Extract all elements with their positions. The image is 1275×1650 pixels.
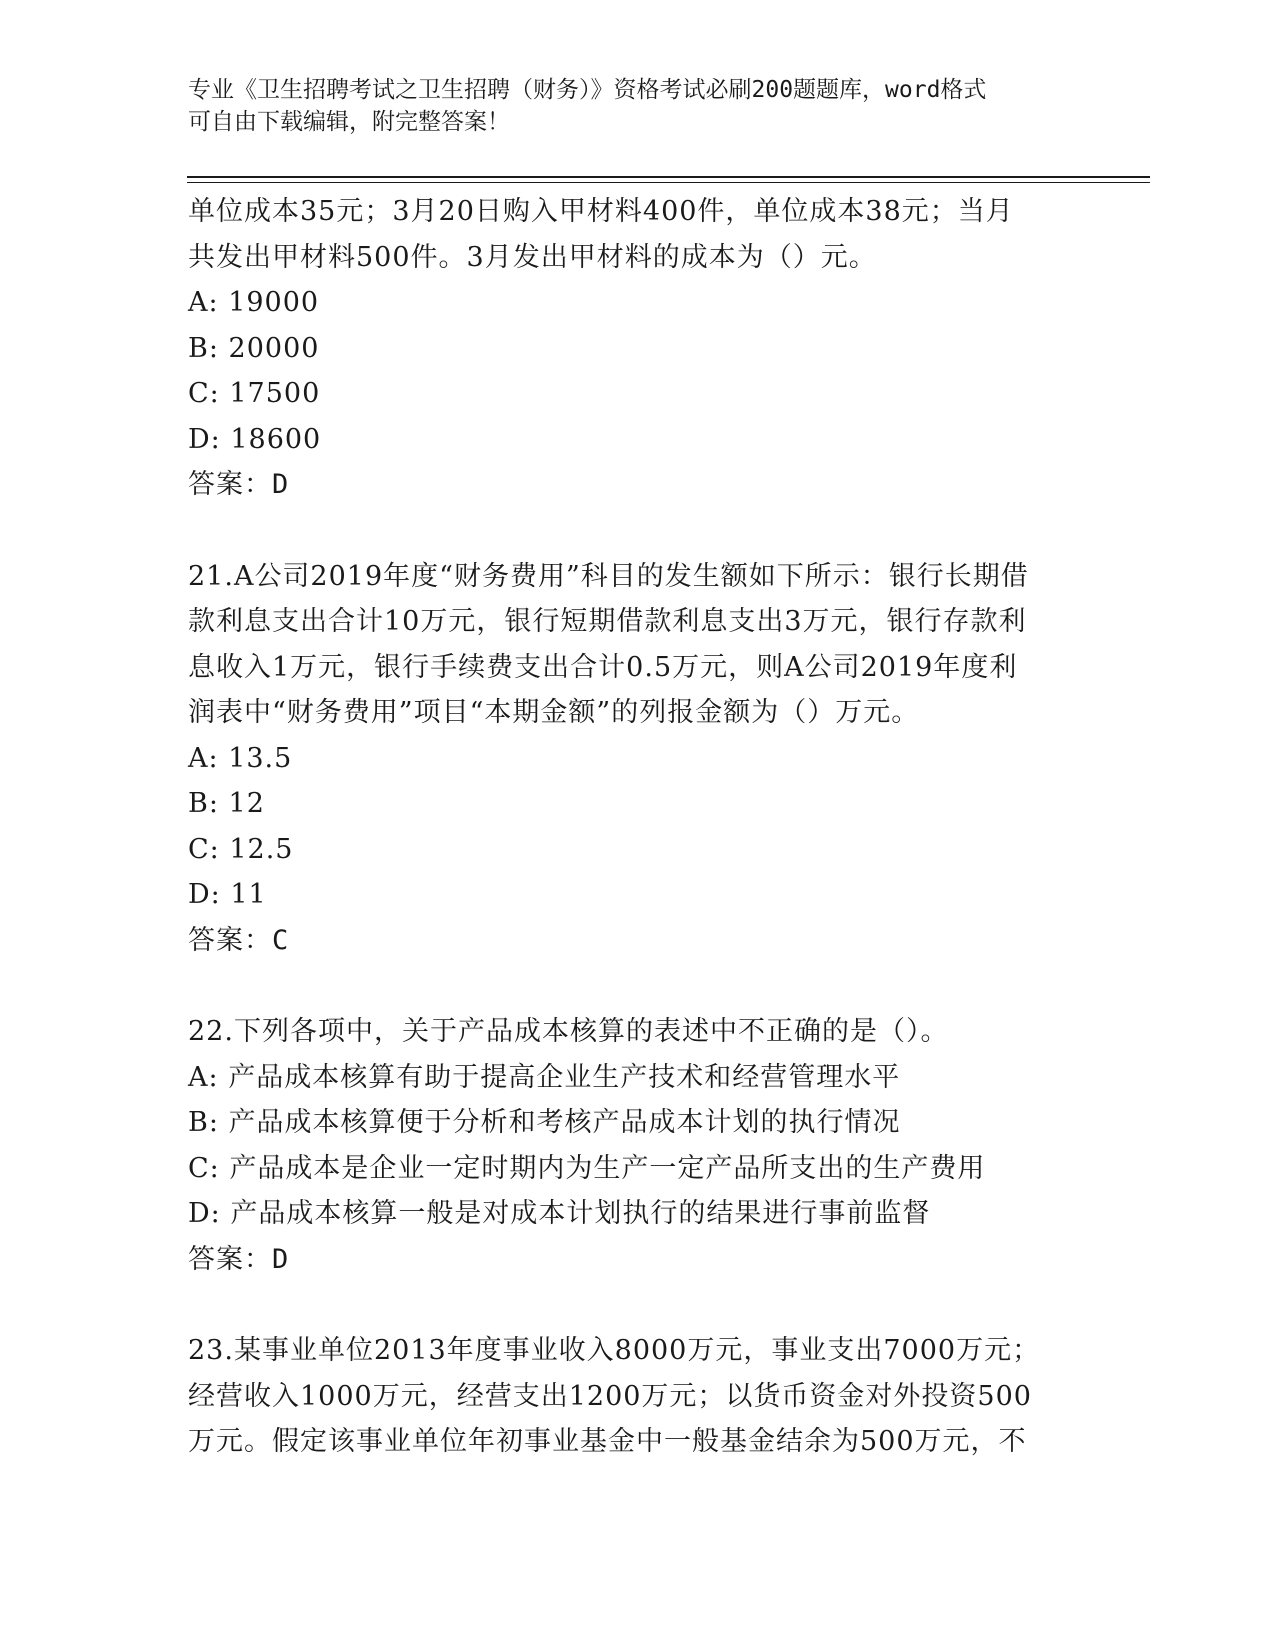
option-label: C: bbox=[188, 378, 220, 409]
option-label: B: bbox=[188, 1107, 219, 1138]
option-text: 20000 bbox=[228, 332, 320, 364]
header-divider-thick bbox=[187, 176, 1150, 178]
answer-line: 答案：C bbox=[188, 924, 290, 956]
option-c bbox=[188, 827, 1088, 873]
option-text: 19000 bbox=[228, 287, 320, 318]
document-header bbox=[188, 74, 1088, 138]
option-text: 13.5 bbox=[228, 742, 293, 774]
answer-line: 答案：D bbox=[188, 469, 290, 500]
question-text-line: 共发出甲材料500件。3月发出甲材料的成本为（）元。 bbox=[188, 241, 877, 273]
option-text: 产品成本核算一般是对成本计划执行的结果进行事前监督 bbox=[230, 1198, 931, 1229]
option-c bbox=[188, 371, 1088, 417]
option-text: 12 bbox=[228, 788, 265, 819]
question-text-line: 息收入1万元，银行手续费支出合计0.5万元，则A公司2019年度利 bbox=[188, 651, 1018, 683]
option-label: D: bbox=[188, 1198, 221, 1229]
question-22 bbox=[188, 1009, 1088, 1282]
answer-line: 答案：D bbox=[188, 1243, 290, 1275]
question-text-line: 21.A公司2019年度“财务费用”科目的发生额如下所示：银行长期借 bbox=[188, 560, 1029, 592]
option-text: 18600 bbox=[230, 423, 322, 455]
question-text-line: 23.某事业单位2013年度事业收入8000万元，事业支出7000万元； bbox=[188, 1335, 1041, 1366]
option-label: D: bbox=[188, 423, 221, 455]
option-text: 12.5 bbox=[229, 833, 294, 865]
question-21 bbox=[188, 554, 1088, 964]
option-text: 11 bbox=[230, 879, 267, 910]
option-d bbox=[188, 417, 1088, 463]
spacer bbox=[188, 963, 1088, 1009]
option-a bbox=[188, 280, 1088, 326]
option-text: 产品成本是企业一定时期内为生产一定产品所支出的生产费用 bbox=[229, 1152, 986, 1184]
option-label: C: bbox=[188, 833, 220, 865]
option-a bbox=[188, 1055, 1088, 1101]
option-d bbox=[188, 1191, 1088, 1237]
header-title-line-1: 专业《卫生招聘考试之卫生招聘（财务）》资格考试必刷200题题库，word格式 bbox=[188, 77, 987, 103]
option-label: A: bbox=[188, 287, 219, 318]
option-b bbox=[188, 781, 1088, 827]
option-text: 产品成本核算有助于提高企业生产技术和经营管理水平 bbox=[228, 1061, 901, 1093]
option-label: A: bbox=[188, 1061, 219, 1093]
question-20-tail bbox=[188, 189, 1088, 508]
option-b bbox=[188, 326, 1088, 372]
spacer bbox=[188, 1282, 1088, 1328]
option-text: 17500 bbox=[229, 378, 321, 409]
question-text-line: 22.下列各项中，关于产品成本核算的表述中不正确的是（）。 bbox=[188, 1016, 949, 1047]
option-c bbox=[188, 1146, 1088, 1192]
question-text-line: 万元。假定该事业单位年初事业基金中一般基金结余为500万元，不 bbox=[188, 1426, 1027, 1457]
question-text-line: 润表中“财务费用”项目“本期金额”的列报金额为（）万元。 bbox=[188, 697, 920, 728]
option-label: B: bbox=[188, 788, 219, 819]
option-d bbox=[188, 872, 1088, 918]
spacer bbox=[188, 508, 1088, 554]
option-label: C: bbox=[188, 1152, 220, 1184]
option-b bbox=[188, 1100, 1088, 1146]
question-text-line: 经营收入1000万元，经营支出1200万元；以货币资金对外投资500 bbox=[188, 1380, 1032, 1412]
option-label: D: bbox=[188, 879, 221, 910]
option-label: A: bbox=[188, 742, 219, 774]
question-text-line: 单位成本35元；3月20日购入甲材料400件，单位成本38元；当月 bbox=[188, 196, 1014, 227]
question-text-line: 款利息支出合计10万元，银行短期借款利息支出3万元，银行存款利 bbox=[188, 606, 1027, 637]
document-body bbox=[188, 189, 1088, 1465]
option-text: 产品成本核算便于分析和考核产品成本计划的执行情况 bbox=[228, 1107, 901, 1138]
header-title-line-2: 可自由下载编辑，附完整答案！ bbox=[188, 109, 510, 135]
header-divider-thin bbox=[187, 182, 1150, 183]
option-a bbox=[188, 736, 1088, 782]
question-23 bbox=[188, 1328, 1088, 1465]
option-label: B: bbox=[188, 332, 219, 364]
